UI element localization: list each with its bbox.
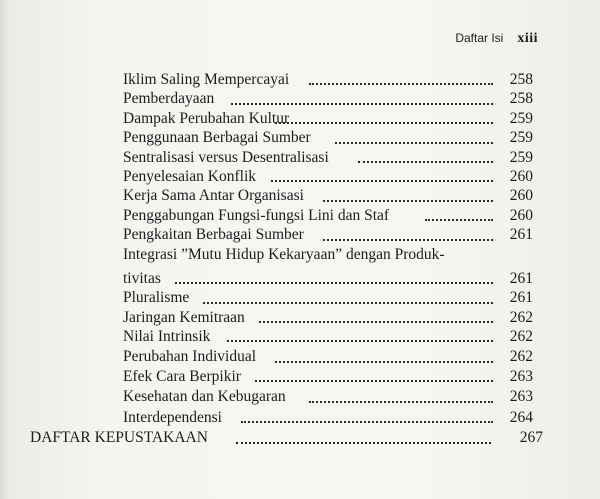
toc-entry-title: Penggunaan Berbagai Sumber [123, 129, 311, 147]
toc-entry-title: Sentralisasi versus Desentralisasi [123, 148, 329, 166]
toc-entry-title: tivitas [123, 269, 161, 287]
toc-entry-page: 263 [509, 367, 533, 385]
dot-leader [275, 122, 493, 124]
toc-entry-page: 259 [509, 129, 533, 147]
toc-entry [123, 109, 533, 128]
toc-entry [123, 367, 533, 386]
toc-entry [123, 245, 533, 264]
toc-entry [123, 269, 533, 288]
header-label: Daftar Isi [455, 31, 504, 45]
toc-entry-title: Pluralisme [123, 289, 190, 307]
toc-entry [123, 167, 533, 186]
toc-entry-page: 258 [509, 71, 533, 88]
toc-entry [123, 408, 533, 427]
toc-entry-page: 260 [509, 206, 533, 224]
toc-entry-title: Perubahan Individual [123, 348, 257, 366]
toc-entry-page: 260 [509, 187, 533, 205]
toc-entry-page: 259 [509, 109, 533, 127]
toc-entry-title: Penyelesaian Konflik [123, 168, 257, 185]
toc-entry-page: 267 [519, 429, 543, 446]
toc-entry-title: Kesehatan dan Kebugaran [123, 388, 286, 406]
dot-leader [259, 321, 493, 323]
running-header [455, 31, 538, 47]
toc-entry [123, 148, 533, 167]
toc-entry-page: 259 [509, 148, 533, 166]
dot-leader [323, 200, 493, 202]
page-edge-shadow [0, 0, 10, 499]
toc-entry [123, 70, 533, 89]
dot-leader [309, 401, 493, 403]
toc-entry-title: Jaringan Kemitraan [123, 308, 245, 326]
toc-entry [123, 327, 533, 346]
toc-entry [123, 387, 533, 406]
toc-entry [123, 128, 533, 147]
dot-leader [241, 421, 493, 423]
toc-entry [123, 347, 533, 366]
toc-entry-page: 261 [509, 226, 533, 244]
toc-entry-page: 264 [509, 408, 533, 426]
toc-entry-page: 260 [509, 168, 533, 185]
toc-entry-bibliography [30, 428, 543, 448]
toc-entry [123, 186, 533, 205]
toc-entry-title: Integrasi ”Mutu Hidup Kekaryaan” dengan Produk- [123, 245, 445, 263]
toc-entry [123, 89, 533, 108]
toc-entry-page: 262 [509, 348, 533, 366]
dot-leader [309, 83, 493, 85]
toc-entry-page: 261 [509, 269, 533, 287]
toc-entry-title: Pengkaitan Berbagai Sumber [123, 226, 304, 244]
toc-entry-title: Penggabungan Fungsi-fungsi Lini dan Staf [123, 206, 390, 224]
dot-leader [175, 282, 493, 284]
toc-entry [123, 308, 533, 327]
dot-leader [335, 142, 493, 144]
toc-entry-page: 263 [509, 388, 533, 406]
dot-leader [236, 442, 491, 444]
toc-entry-page: 258 [509, 90, 533, 108]
toc-entry-page: 261 [509, 289, 533, 307]
toc-entry-page: 262 [509, 328, 533, 346]
toc-entry-title: Nilai Intrinsik [123, 328, 211, 346]
header-page-number: xiii [517, 31, 538, 46]
dot-leader [255, 380, 493, 382]
toc-entry-title: Efek Cara Berpikir [123, 367, 241, 385]
toc-entry [123, 206, 533, 225]
toc-entry-page: 262 [509, 308, 533, 326]
dot-leader [231, 103, 493, 105]
toc-entry-title: DAFTAR KEPUSTAKAAN [30, 429, 208, 446]
toc-entry-title: Interdependensi [123, 408, 222, 426]
dot-leader [227, 340, 493, 342]
toc-entry-title: Pemberdayaan [123, 90, 215, 108]
dot-leader [203, 302, 493, 304]
dot-leader [275, 361, 493, 363]
dot-leader [425, 219, 493, 221]
toc-entry-title: Iklim Saling Mempercayai [123, 71, 290, 88]
dot-leader [323, 239, 493, 241]
dot-leader [271, 180, 493, 182]
toc-entry-title: Dampak Perubahan Kultur [123, 109, 290, 127]
toc-entry-title: Kerja Sama Antar Organisasi [123, 187, 304, 205]
dot-leader [358, 161, 493, 163]
toc-entry [123, 288, 533, 307]
toc-entry [123, 225, 533, 244]
